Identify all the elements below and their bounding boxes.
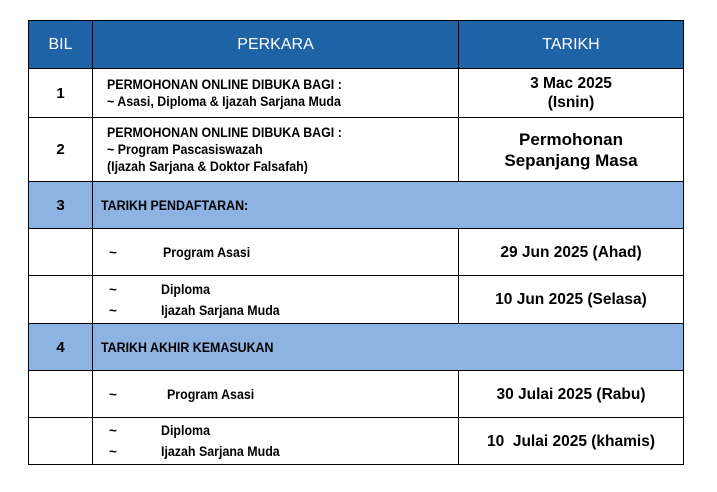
- program-label: Diploma: [161, 423, 211, 438]
- header-bil: BIL: [29, 21, 93, 69]
- schedule-table: [28, 20, 684, 465]
- table-row: [29, 229, 684, 276]
- row-date: [459, 69, 684, 118]
- program-label: Ijazah Sarjana Muda: [161, 302, 280, 318]
- program-label: Diploma: [161, 281, 211, 297]
- program-label: Ijazah Sarjana Muda: [161, 444, 280, 459]
- table-row: [29, 371, 684, 418]
- row-number-empty: [29, 229, 93, 276]
- row-number: 2: [29, 118, 93, 182]
- header-tarikh: TARIKH: [459, 21, 684, 69]
- description-line: PERMOHONAN ONLINE DIBUKA BAGI :: [107, 77, 342, 92]
- program-label: Program Asasi: [167, 386, 255, 402]
- row-description: [93, 118, 459, 182]
- section-row: [29, 182, 684, 229]
- row-number-empty: [29, 276, 93, 324]
- row-date: 10 Jun 2025 (Selasa): [459, 276, 684, 324]
- description-line: ~ Asasi, Diploma & Ijazah Sarjana Muda: [107, 94, 341, 109]
- row-date: 30 Julai 2025 (Rabu): [459, 371, 684, 418]
- section-row: [29, 324, 684, 371]
- date-line: Sepanjang Masa: [504, 150, 638, 170]
- date-line: 3 Mac 2025: [530, 75, 612, 92]
- tilde-bullet: ~: [109, 444, 117, 459]
- table-row: [29, 418, 684, 465]
- tilde-bullet: ~: [109, 244, 117, 260]
- section-title: TARIKH PENDAFTARAN:: [93, 182, 684, 229]
- row-number: 1: [29, 69, 93, 118]
- tilde-bullet: ~: [109, 423, 117, 438]
- row-date: 29 Jun 2025 (Ahad): [459, 229, 684, 276]
- row-description: [93, 69, 459, 118]
- section-title: TARIKH AKHIR KEMASUKAN: [93, 324, 684, 371]
- row-number-empty: [29, 371, 93, 418]
- description-line: (Ijazah Sarjana & Doktor Falsafah): [107, 159, 308, 174]
- header-perkara: PERKARA: [93, 21, 459, 69]
- tilde-bullet: ~: [109, 386, 117, 402]
- program-label: Program Asasi: [163, 244, 251, 260]
- table-header-row: [29, 21, 684, 69]
- description-line: ~ Program Pascasiswazah: [107, 142, 263, 157]
- section-number: 4: [29, 324, 93, 371]
- row-description: [93, 229, 459, 276]
- row-description: [93, 276, 459, 324]
- date-line: Permohonan: [519, 129, 623, 149]
- date-line: (Isnin): [547, 94, 595, 111]
- tilde-bullet: ~: [109, 281, 117, 297]
- row-date: 10 Julai 2025 (khamis): [459, 418, 684, 465]
- row-description: [93, 418, 459, 465]
- row-number-empty: [29, 418, 93, 465]
- row-description: [93, 371, 459, 418]
- table-row: [29, 276, 684, 324]
- row-date: [459, 118, 684, 182]
- table-row: [29, 69, 684, 118]
- tilde-bullet: ~: [109, 302, 117, 318]
- description-line: PERMOHONAN ONLINE DIBUKA BAGI :: [107, 125, 342, 140]
- table-row: [29, 118, 684, 182]
- section-number: 3: [29, 182, 93, 229]
